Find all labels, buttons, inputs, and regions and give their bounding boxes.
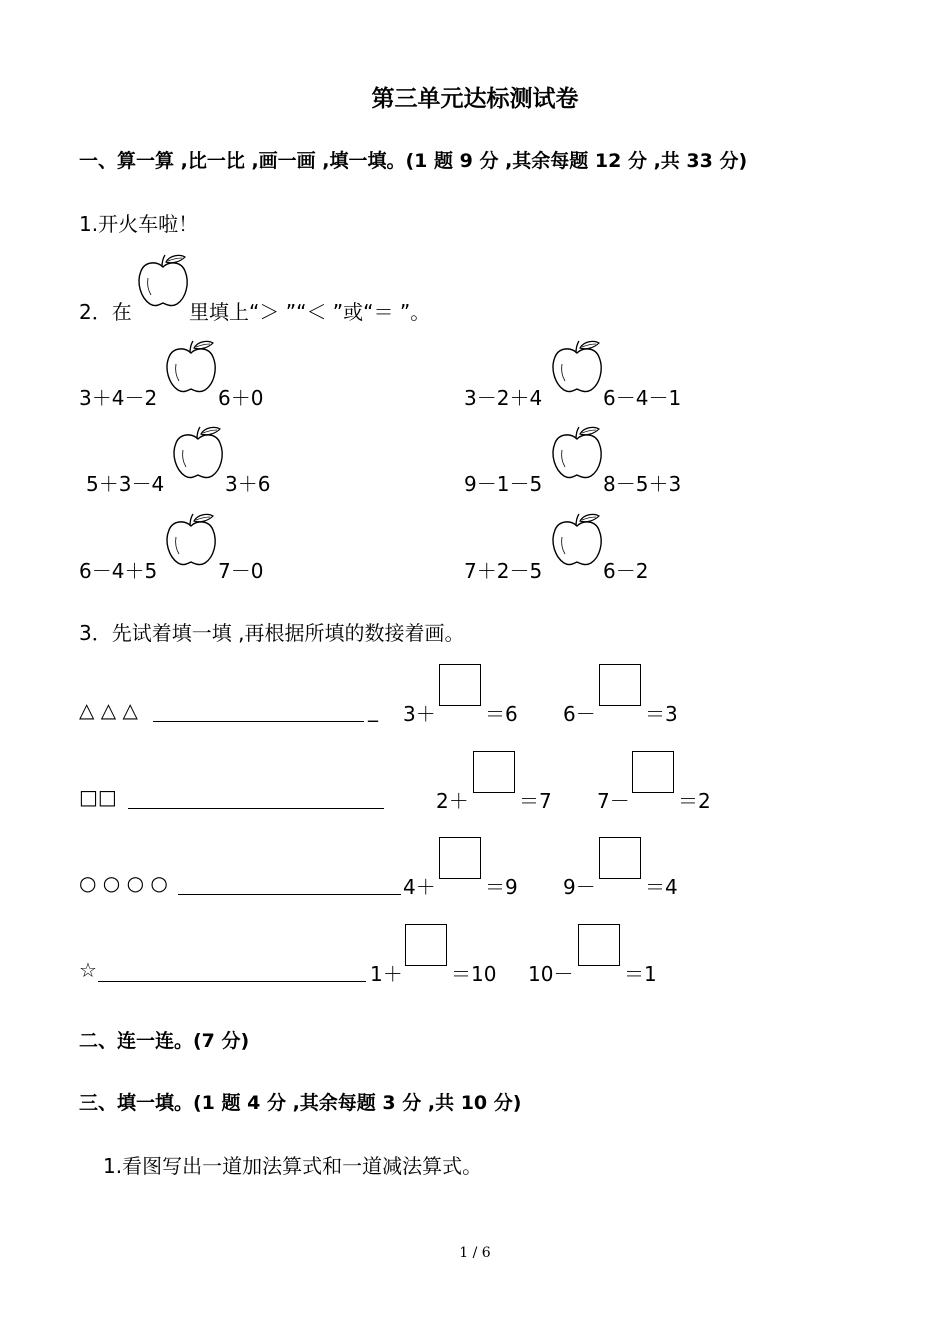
shape-sequence: □□ xyxy=(79,785,117,809)
compare-left-expr: 5＋3－4 xyxy=(86,472,165,496)
shape-sequence: ○ ○ ○ ○ xyxy=(79,871,168,895)
equation-prefix: 3＋ xyxy=(403,702,436,726)
shape-sequence: △ △ △ xyxy=(79,698,138,722)
section3-question-1: 1.看图写出一道加法算式和一道减法算式。 xyxy=(103,1154,483,1178)
equation-prefix: 9－ xyxy=(563,875,596,899)
equation-prefix: 7－ xyxy=(597,789,630,813)
apple-icon[interactable] xyxy=(170,424,226,480)
compare-left-expr: 7＋2－5 xyxy=(464,559,543,583)
equation-prefix: 4＋ xyxy=(403,875,436,899)
section3-heading: 三、填一填。(1 题 4 分 ,其余每题 3 分 ,共 10 分) xyxy=(79,1092,522,1114)
drawing-line[interactable] xyxy=(153,721,364,722)
compare-right-expr: 6－2 xyxy=(603,559,649,583)
answer-box[interactable] xyxy=(473,751,515,793)
section2-heading: 二、连一连。(7 分) xyxy=(79,1030,250,1052)
equation-suffix: ＝3 xyxy=(645,702,678,726)
equation-suffix: ＝9 xyxy=(485,875,518,899)
page-number: 1 / 6 xyxy=(459,1245,491,1261)
answer-box[interactable] xyxy=(405,924,447,966)
equation-suffix: ＝1 xyxy=(624,962,657,986)
compare-right-expr: 6＋0 xyxy=(218,386,264,410)
question-2-suffix: 里填上“＞ ”“＜ ”或“＝ ”。 xyxy=(189,300,431,324)
section1-heading: 一、算一算 ,比一比 ,画一画 ,填一填。(1 题 9 分 ,其余每题 12 分 ,共 33 分) xyxy=(79,150,748,172)
answer-box[interactable] xyxy=(632,751,674,793)
answer-box[interactable] xyxy=(439,837,481,879)
question-3-text: 3．先试着填一填 ,再根据所填的数接着画。 xyxy=(79,621,465,645)
compare-left-expr: 3－2＋4 xyxy=(464,386,543,410)
apple-icon xyxy=(135,252,191,308)
line-tail: _ xyxy=(368,698,378,722)
question-1-text: 1.开火车啦！ xyxy=(79,212,199,236)
compare-left-expr: 9－1－5 xyxy=(464,472,543,496)
equation-prefix: 2＋ xyxy=(436,789,469,813)
equation-suffix: ＝10 xyxy=(451,962,497,986)
page-title: 第三单元达标测试卷 xyxy=(371,86,579,112)
compare-right-expr: 7－0 xyxy=(218,559,264,583)
compare-left-expr: 6－4＋5 xyxy=(79,559,158,583)
question-2-prefix: 2．在 xyxy=(79,300,132,324)
apple-icon[interactable] xyxy=(549,338,605,394)
equation-suffix: ＝7 xyxy=(519,789,552,813)
shape-sequence: ☆ xyxy=(79,958,97,982)
apple-icon[interactable] xyxy=(163,511,219,567)
compare-left-expr: 3＋4－2 xyxy=(79,386,158,410)
apple-icon[interactable] xyxy=(163,338,219,394)
equation-prefix: 10－ xyxy=(528,962,574,986)
equation-suffix: ＝6 xyxy=(485,702,518,726)
apple-icon[interactable] xyxy=(549,424,605,480)
compare-right-expr: 3＋6 xyxy=(225,472,271,496)
drawing-line[interactable] xyxy=(128,808,384,809)
equation-prefix: 1＋ xyxy=(370,962,403,986)
equation-suffix: ＝2 xyxy=(678,789,711,813)
compare-right-expr: 8－5＋3 xyxy=(603,472,682,496)
equation-prefix: 6－ xyxy=(563,702,596,726)
compare-right-expr: 6－4－1 xyxy=(603,386,682,410)
answer-box[interactable] xyxy=(578,924,620,966)
apple-icon[interactable] xyxy=(549,511,605,567)
answer-box[interactable] xyxy=(599,664,641,706)
equation-suffix: ＝4 xyxy=(645,875,678,899)
drawing-line[interactable] xyxy=(178,894,401,895)
answer-box[interactable] xyxy=(599,837,641,879)
answer-box[interactable] xyxy=(439,664,481,706)
drawing-line[interactable] xyxy=(98,981,366,982)
